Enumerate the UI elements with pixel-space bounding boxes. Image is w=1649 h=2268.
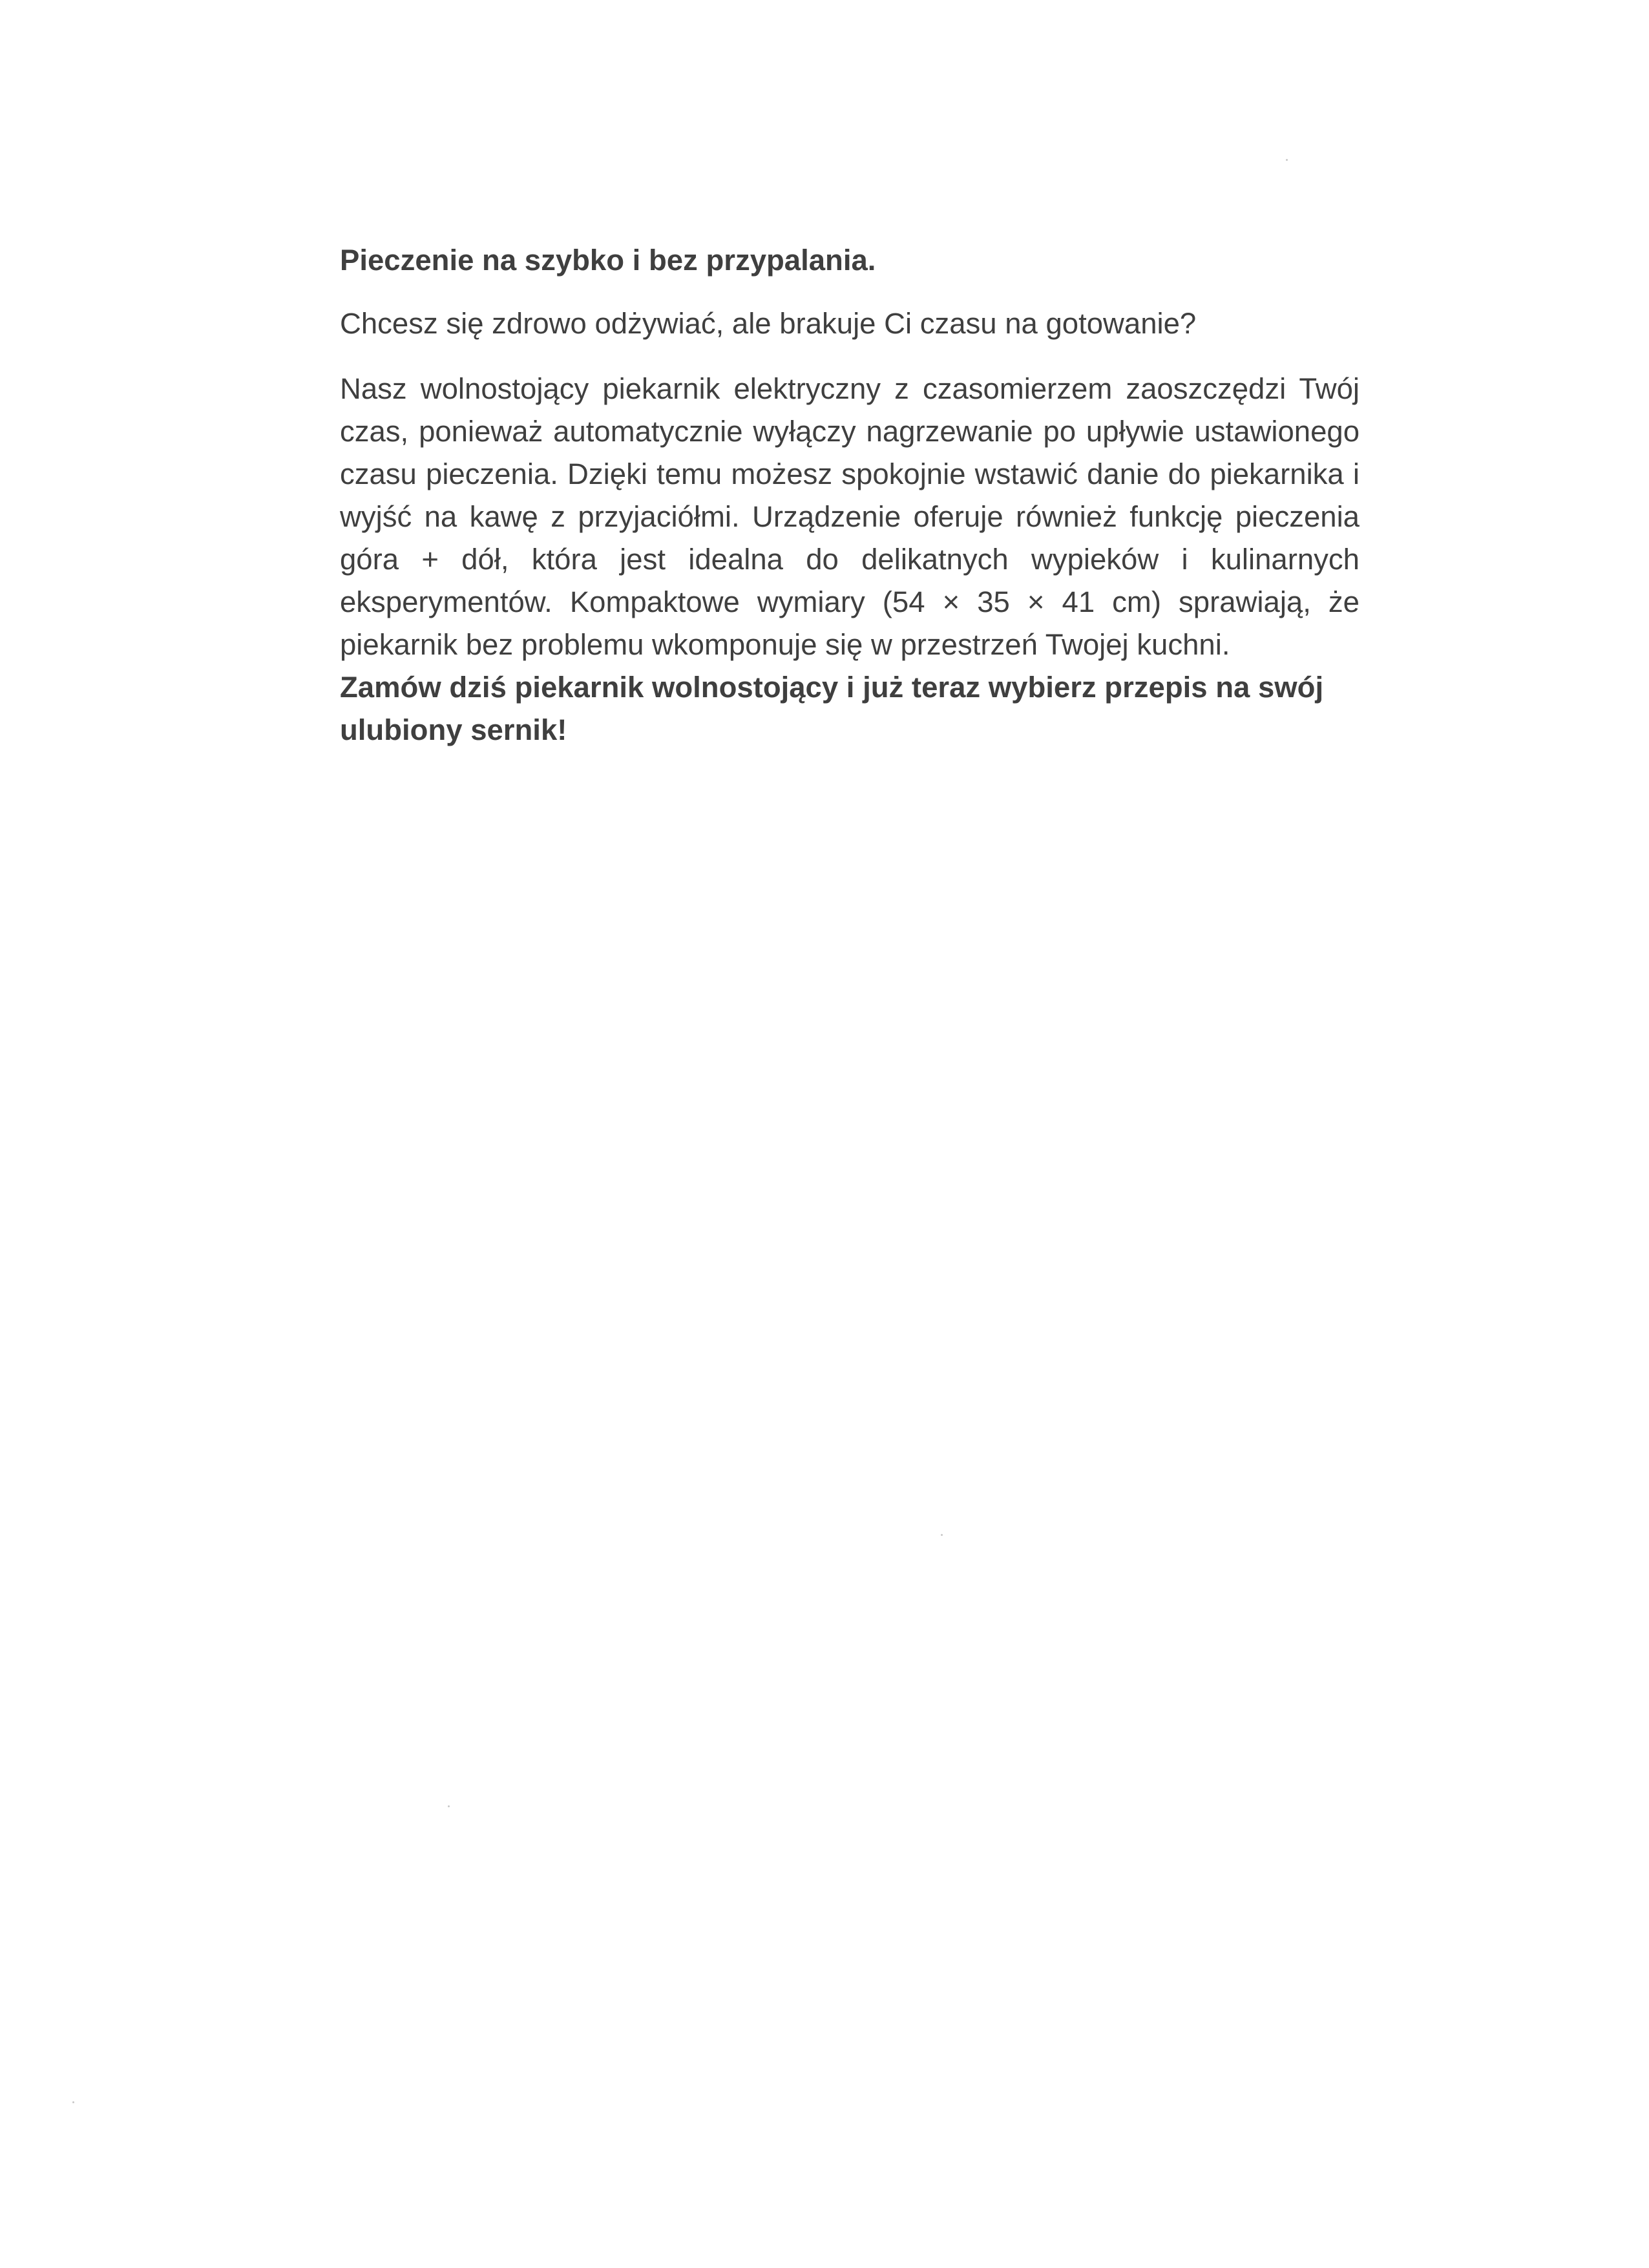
scan-speck (941, 1534, 943, 1536)
scan-speck (448, 1805, 450, 1807)
document-text (340, 239, 1360, 751)
call-to-action: Zamów dziś piekarnik wolnostojący i już teraz wybierz przepis na swój ulubiony sernik! (340, 671, 1324, 746)
intro-question: Chcesz się zdrowo odżywiać, ale brakuje Ci czasu na gotowanie? (340, 307, 1197, 340)
body-paragraph: Nasz wolnostojący piekarnik elektryczny z czasomierzem zaoszczędzi Twój czas, ponieważ automatycznie wyłączy nagrzewanie po upływie ustawionego czasu pieczenia. Dzięki temu możesz spokojnie wstawić danie do piekarnika i wyjść na kawę z przyjaciółmi. Urządzenie oferuje również funkcję pieczenia góra + dół, która jest idealna do delikatnych wypieków i kulinarnych eksperymentów. Kompaktowe wymiary (54 × 35 × 41 cm) sprawiają, że piekarnik bez problemu wkomponuje się w przestrzeń Twojej kuchni. (340, 372, 1360, 661)
scan-speck (1286, 159, 1288, 161)
scan-speck (72, 2101, 74, 2103)
document-heading: Pieczenie na szybko i bez przypalania. (340, 244, 876, 277)
